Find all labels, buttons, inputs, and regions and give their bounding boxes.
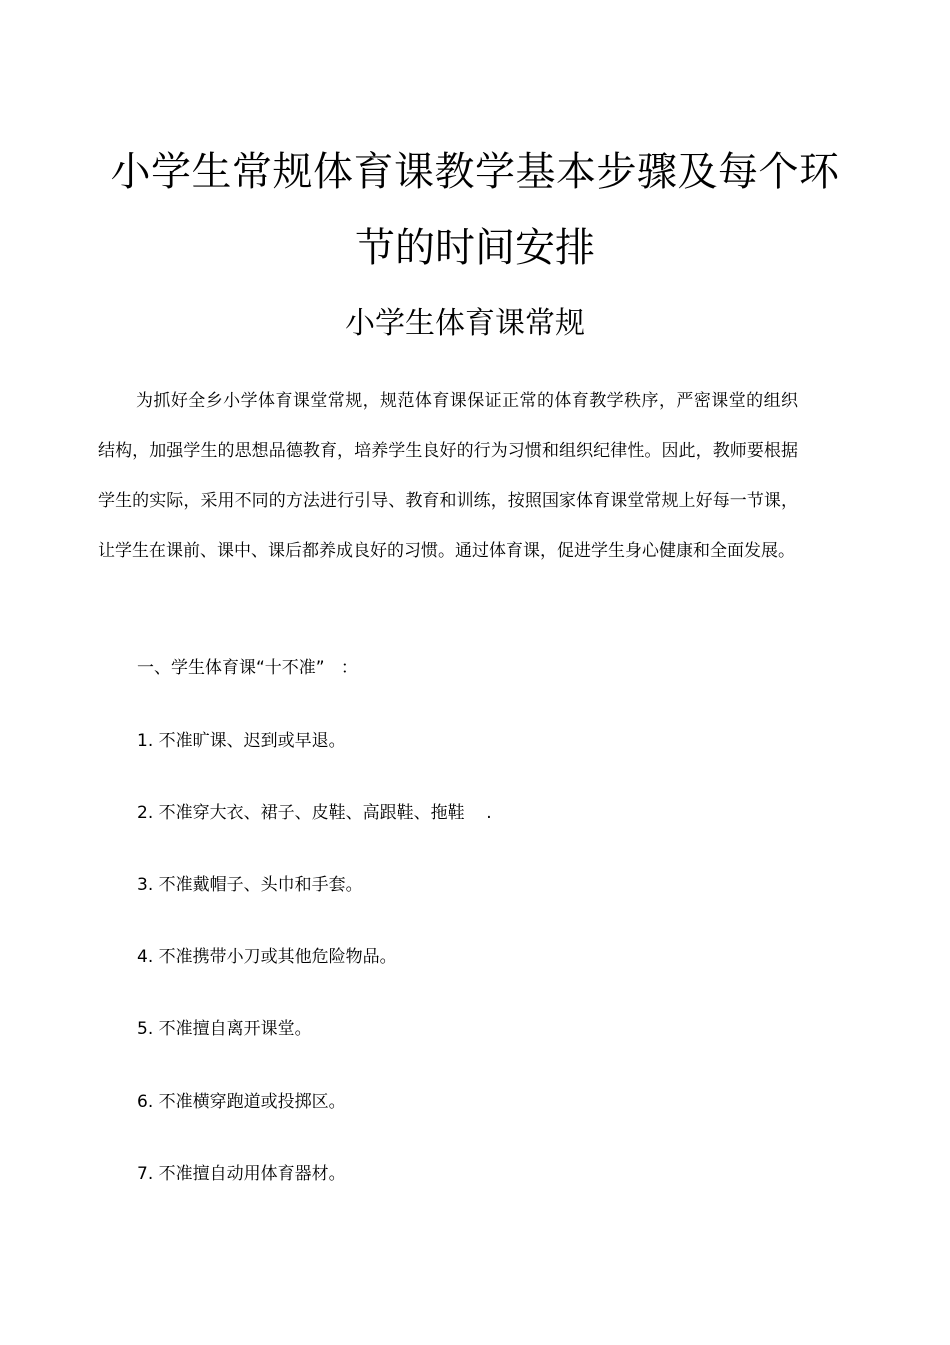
document-subtitle: 小学生体育课常规 [345, 306, 585, 341]
intro-paragraph: 为抓好全乡小学体育课堂常规，规范体育课保证正常的体育教学秩序，严密课堂的组织结构，加强学生的思想品德教育，培养学生良好的行为习惯和组织纪律性。因此，教师要根据学生的实际，采用不同的方法进行引导、教育和训练，按照国家体育课堂常规上好每一节课，让学生在课前、课中、课后都养成良好的习惯。通过体育课，促进学生身心健康和全面发展。 [98, 391, 798, 561]
document-title-line-2: 节的时间安排 [355, 225, 595, 271]
rule-item: 6. 不准横穿跑道或投掷区。 [137, 1092, 346, 1112]
rule-item: 3. 不准戴帽子、头巾和手套。 [137, 875, 363, 895]
document-title-line-1: 小学生常规体育课教学基本步骤及每个环 [110, 149, 840, 195]
rule-item: 4. 不准携带小刀或其他危险物品。 [137, 947, 397, 967]
rule-item: 7. 不准擅自动用体育器材。 [137, 1164, 346, 1184]
rule-item: 5. 不准擅自离开课堂。 [137, 1019, 312, 1039]
rule-item: 1. 不准旷课、迟到或早退。 [137, 731, 346, 751]
section-heading: 一、学生体育课“十不准” ： [137, 658, 358, 678]
rule-item: 2. 不准穿大衣、裙子、皮鞋、高跟鞋、拖鞋 . [137, 803, 492, 823]
